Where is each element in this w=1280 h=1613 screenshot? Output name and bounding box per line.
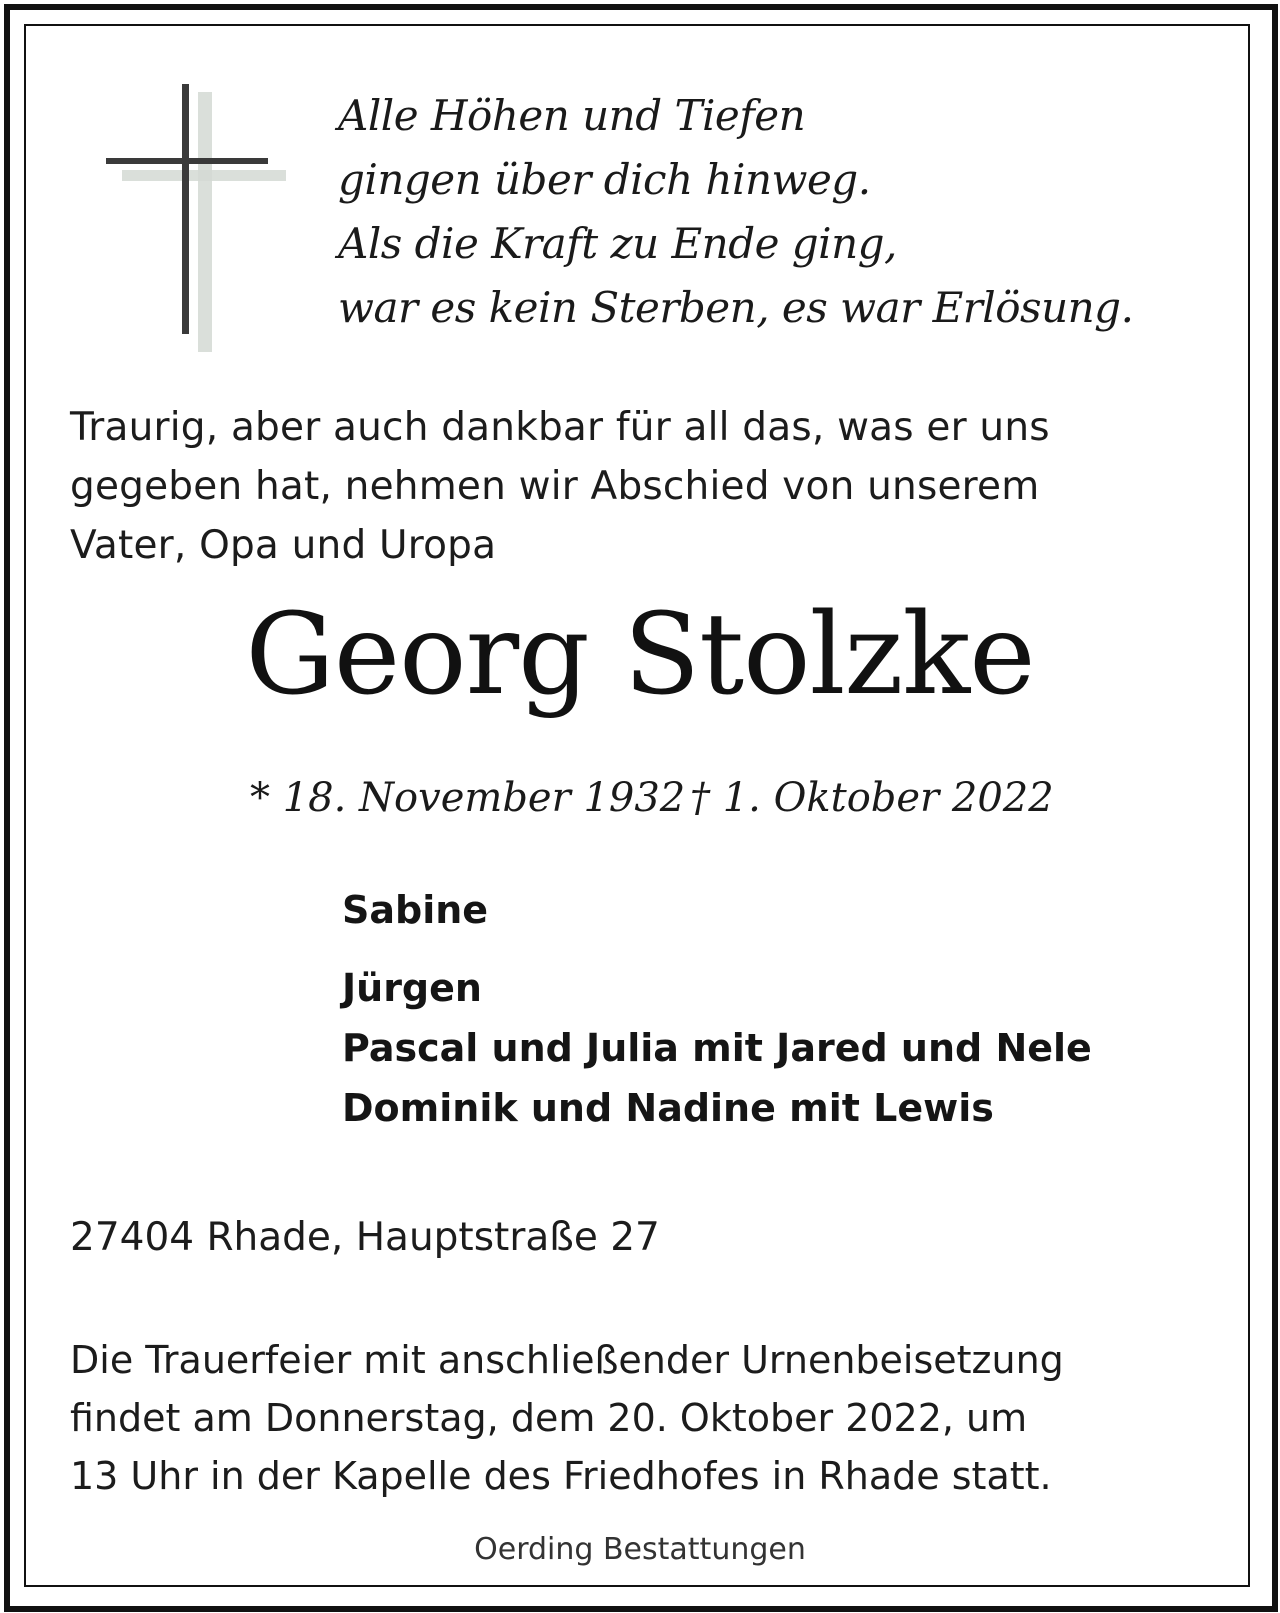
service-line: 13 Uhr in der Kapelle des Friedhofes in Rhade statt. xyxy=(70,1454,1052,1498)
poem xyxy=(338,84,1133,340)
service-notice xyxy=(70,1331,1220,1505)
intro-line: Traurig, aber auch dankbar für all das, was er uns xyxy=(70,405,1050,450)
undertaker-name: Oerding Bestattungen xyxy=(474,1532,806,1567)
poem-line: Als die Kraft zu Ende ging, xyxy=(338,219,897,268)
poem-line: Alle Höhen und Tiefen xyxy=(338,91,806,140)
deceased-name: Georg Stolzke xyxy=(245,590,1035,720)
birth-date: * 18. November 1932 xyxy=(250,775,686,821)
intro-line: gegeben hat, nehmen wir Abschied von unserem xyxy=(70,464,1040,509)
family-member: Sabine xyxy=(342,888,489,932)
family-member: Dominik und Nadine mit Lewis xyxy=(342,1086,994,1130)
death-date: † 1. Oktober 2022 xyxy=(690,775,1054,821)
service-line: findet am Donnerstag, dem 20. Oktober 2022, um xyxy=(70,1396,1028,1440)
address: 27404 Rhade, Hauptstraße 27 xyxy=(70,1215,660,1260)
poem-line: war es kein Sterben, es war Erlösung. xyxy=(338,283,1134,332)
service-line: Die Trauerfeier mit anschließender Urnenbeisetzung xyxy=(70,1338,1064,1382)
cross-icon xyxy=(106,84,286,358)
intro-line: Vater, Opa und Uropa xyxy=(70,523,497,568)
poem-line: gingen über dich hinweg. xyxy=(338,155,871,204)
family-list xyxy=(342,880,1092,1138)
intro-text xyxy=(70,398,1210,575)
family-member: Pascal und Julia mit Jared und Nele xyxy=(342,1026,1092,1070)
family-member: Jürgen xyxy=(342,966,482,1010)
